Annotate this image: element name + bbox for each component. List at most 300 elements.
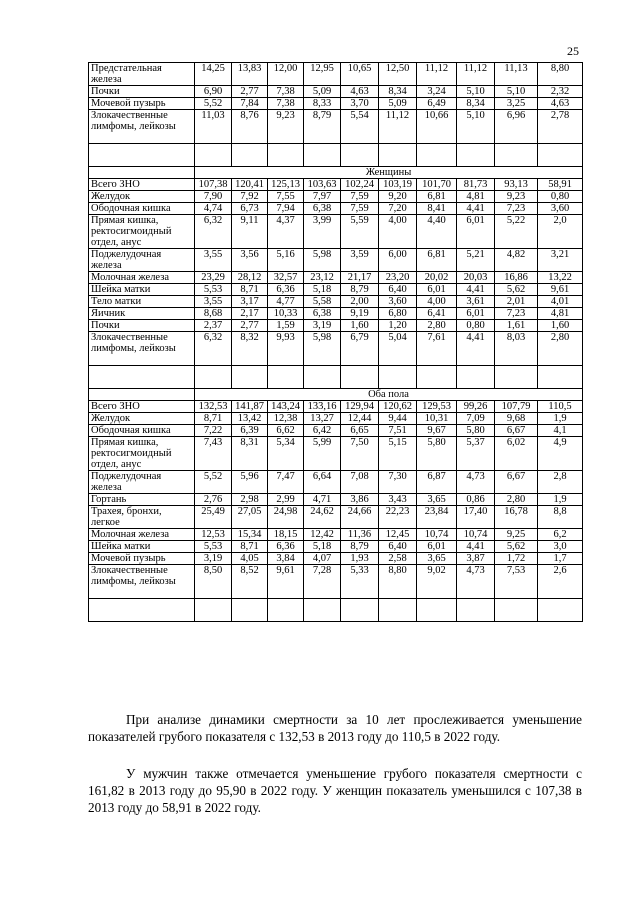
- table-cell: 3,60: [538, 203, 583, 215]
- table-cell: 3,65: [417, 553, 457, 565]
- row-label: Молочная железа: [89, 272, 195, 284]
- table-cell: [457, 599, 495, 622]
- table-cell: 143,24: [268, 401, 304, 413]
- table-cell: 2,32: [538, 86, 583, 98]
- row-label: [89, 366, 195, 389]
- table-row: [89, 203, 583, 215]
- table-cell: 4,05: [232, 553, 268, 565]
- table-cell: [457, 366, 495, 389]
- section-header: Женщины: [195, 167, 583, 179]
- table-cell: 4,73: [457, 565, 495, 599]
- table-cell: 6,90: [195, 86, 232, 98]
- table-cell: 6,64: [304, 471, 341, 494]
- table-cell: 13,22: [538, 272, 583, 284]
- table-cell: [457, 144, 495, 167]
- table-cell: 1,59: [268, 320, 304, 332]
- table-cell: 3,70: [341, 98, 379, 110]
- table-cell: [268, 366, 304, 389]
- table-cell: 7,38: [268, 86, 304, 98]
- table-cell: 81,73: [457, 179, 495, 191]
- row-label: Шейка матки: [89, 541, 195, 553]
- table-cell: [304, 366, 341, 389]
- table-cell: [379, 144, 417, 167]
- table-cell: 6,02: [495, 437, 538, 471]
- table-cell: 2,6: [538, 565, 583, 599]
- table-cell: 5,53: [195, 284, 232, 296]
- table-cell: 4,81: [538, 308, 583, 320]
- table-cell: 8,50: [195, 565, 232, 599]
- table-cell: [538, 144, 583, 167]
- table-cell: 23,12: [304, 272, 341, 284]
- table-cell: 3,19: [304, 320, 341, 332]
- table-row: [89, 541, 583, 553]
- table-cell: [268, 144, 304, 167]
- table-cell: 23,84: [417, 506, 457, 529]
- table-cell: 10,74: [417, 529, 457, 541]
- table-row: [89, 320, 583, 332]
- table-cell: 9,68: [495, 413, 538, 425]
- row-label: Предстательная железа: [89, 63, 195, 86]
- table-row: [89, 215, 583, 249]
- table-cell: 5,22: [495, 215, 538, 249]
- row-label: Трахея, бронхи, легкое: [89, 506, 195, 529]
- row-label: Гортань: [89, 494, 195, 506]
- table-cell: 0,80: [457, 320, 495, 332]
- table-cell: 3,56: [232, 249, 268, 272]
- table-cell: 129,94: [341, 401, 379, 413]
- table-row: [89, 98, 583, 110]
- row-label: Почки: [89, 320, 195, 332]
- table-cell: 5,10: [457, 110, 495, 144]
- table-cell: [268, 599, 304, 622]
- table-cell: 99,26: [457, 401, 495, 413]
- table-cell: [495, 144, 538, 167]
- table-row: [89, 471, 583, 494]
- table-cell: 7,08: [341, 471, 379, 494]
- table-cell: 5,54: [341, 110, 379, 144]
- table-cell: 8,71: [195, 413, 232, 425]
- table-cell: 3,65: [417, 494, 457, 506]
- table-cell: 8,79: [341, 284, 379, 296]
- table-cell: 11,13: [495, 63, 538, 86]
- table-cell: 24,66: [341, 506, 379, 529]
- table-cell: 9,23: [495, 191, 538, 203]
- table-cell: 5,18: [304, 284, 341, 296]
- table-cell: 5,10: [495, 86, 538, 98]
- row-label: [89, 144, 195, 167]
- table-cell: 16,86: [495, 272, 538, 284]
- table-cell: [232, 366, 268, 389]
- table-cell: 13,83: [232, 63, 268, 86]
- table-cell: 17,40: [457, 506, 495, 529]
- table-cell: 4,63: [538, 98, 583, 110]
- table-cell: 4,73: [457, 471, 495, 494]
- table-cell: 32,57: [268, 272, 304, 284]
- table-cell: 8,32: [232, 332, 268, 366]
- table-cell: 107,79: [495, 401, 538, 413]
- table-cell: 7,59: [341, 203, 379, 215]
- table-cell: 6,41: [417, 308, 457, 320]
- table-row: [89, 506, 583, 529]
- table-cell: 8,41: [417, 203, 457, 215]
- table-cell: 2,80: [495, 494, 538, 506]
- table-cell: 4,41: [457, 203, 495, 215]
- row-label: Поджелудочная железа: [89, 249, 195, 272]
- table-cell: 9,61: [268, 565, 304, 599]
- table-cell: 5,52: [195, 471, 232, 494]
- table-cell: 132,53: [195, 401, 232, 413]
- table-cell: 5,33: [341, 565, 379, 599]
- table-cell: 5,53: [195, 541, 232, 553]
- table-cell: 1,9: [538, 494, 583, 506]
- table-cell: 9,61: [538, 284, 583, 296]
- table-cell: 1,20: [379, 320, 417, 332]
- section-header-blank: [89, 167, 195, 179]
- table-cell: [538, 599, 583, 622]
- table-cell: 6,39: [232, 425, 268, 437]
- table-cell: 5,59: [341, 215, 379, 249]
- table-cell: [417, 366, 457, 389]
- table-cell: 2,98: [232, 494, 268, 506]
- table-cell: [495, 366, 538, 389]
- table-cell: 10,66: [417, 110, 457, 144]
- table-cell: 125,13: [268, 179, 304, 191]
- table-cell: [417, 144, 457, 167]
- table-cell: 15,34: [232, 529, 268, 541]
- row-label: Ободочная кишка: [89, 425, 195, 437]
- table-cell: 4,71: [304, 494, 341, 506]
- table-cell: 2,17: [232, 308, 268, 320]
- table-cell: 5,09: [379, 98, 417, 110]
- table-cell: 11,12: [457, 63, 495, 86]
- table-cell: 4,01: [538, 296, 583, 308]
- table-cell: 8,68: [195, 308, 232, 320]
- table-cell: 7,97: [304, 191, 341, 203]
- table-cell: [195, 599, 232, 622]
- table-cell: 6,96: [495, 110, 538, 144]
- table-cell: 21,17: [341, 272, 379, 284]
- table-row: [89, 191, 583, 203]
- table-cell: 12,45: [379, 529, 417, 541]
- table-cell: 4,81: [457, 191, 495, 203]
- table-cell: 12,00: [268, 63, 304, 86]
- table-cell: 141,87: [232, 401, 268, 413]
- table-cell: 4,41: [457, 332, 495, 366]
- table-row: [89, 366, 583, 389]
- table-cell: 2,80: [538, 332, 583, 366]
- table-cell: 8,71: [232, 541, 268, 553]
- table-cell: 28,12: [232, 272, 268, 284]
- table-cell: 4,37: [268, 215, 304, 249]
- table-row: [89, 413, 583, 425]
- table-cell: 6,49: [417, 98, 457, 110]
- analysis-paragraph-2: У мужчин также отмечается уменьшение грубого показателя смертности с 161,82 в 2013 году до 95,90 в 2022 году. У женщин показатель уменьшился с 107,38 в 2013 году до 58,91 в 2022 году.: [88, 766, 582, 815]
- table-cell: 6,38: [304, 308, 341, 320]
- table-cell: 20,03: [457, 272, 495, 284]
- table-cell: 7,90: [195, 191, 232, 203]
- table-cell: 58,91: [538, 179, 583, 191]
- table-cell: 23,20: [379, 272, 417, 284]
- table-row: [89, 401, 583, 413]
- table-cell: 1,7: [538, 553, 583, 565]
- table-row: [89, 565, 583, 599]
- mortality-table: [88, 62, 583, 622]
- table-cell: 6,01: [457, 215, 495, 249]
- table-cell: 6,01: [417, 541, 457, 553]
- table-cell: 5,99: [304, 437, 341, 471]
- table-cell: 5,37: [457, 437, 495, 471]
- table-cell: [379, 366, 417, 389]
- table-cell: 12,38: [268, 413, 304, 425]
- table-cell: 6,73: [232, 203, 268, 215]
- table-cell: 1,60: [341, 320, 379, 332]
- table-cell: 9,19: [341, 308, 379, 320]
- table-cell: 1,72: [495, 553, 538, 565]
- table-cell: 103,19: [379, 179, 417, 191]
- table-cell: 9,20: [379, 191, 417, 203]
- row-label: Тело матки: [89, 296, 195, 308]
- table-cell: 11,03: [195, 110, 232, 144]
- table-cell: 8,34: [379, 86, 417, 98]
- table-cell: 6,01: [417, 284, 457, 296]
- table-cell: [304, 144, 341, 167]
- table-cell: [341, 366, 379, 389]
- table-row: [89, 86, 583, 98]
- table-cell: 5,62: [495, 541, 538, 553]
- table-cell: 25,49: [195, 506, 232, 529]
- table-cell: 6,40: [379, 284, 417, 296]
- table-cell: 5,16: [268, 249, 304, 272]
- table-cell: 101,70: [417, 179, 457, 191]
- row-label: Мочевой пузырь: [89, 98, 195, 110]
- table-row: [89, 425, 583, 437]
- row-label: Желудок: [89, 413, 195, 425]
- table-cell: 2,76: [195, 494, 232, 506]
- row-label: Прямая кишка, ректосигмоидный отдел, анус: [89, 215, 195, 249]
- table-cell: [232, 144, 268, 167]
- table-cell: 1,9: [538, 413, 583, 425]
- table-cell: 10,74: [457, 529, 495, 541]
- table-cell: 2,78: [538, 110, 583, 144]
- table-cell: 103,63: [304, 179, 341, 191]
- table-cell: 9,02: [417, 565, 457, 599]
- table-cell: 7,20: [379, 203, 417, 215]
- table-cell: 8,31: [232, 437, 268, 471]
- table-cell: 5,34: [268, 437, 304, 471]
- table-cell: 1,93: [341, 553, 379, 565]
- table-cell: 9,44: [379, 413, 417, 425]
- table-cell: 6,80: [379, 308, 417, 320]
- analysis-paragraph-1: При анализе динамики смертности за 10 лет прослеживается уменьшение показателей грубого показателя с 132,53 в 2013 году до 110,5 в 2022 году.: [88, 712, 582, 744]
- table-row: [89, 179, 583, 191]
- table-cell: 27,05: [232, 506, 268, 529]
- row-label: Мочевой пузырь: [89, 553, 195, 565]
- table-cell: [341, 144, 379, 167]
- table-cell: 6,32: [195, 332, 232, 366]
- table-cell: [304, 599, 341, 622]
- table-cell: 7,51: [379, 425, 417, 437]
- row-label: Злокачественные лимфомы, лейкозы: [89, 110, 195, 144]
- table-cell: 4,41: [457, 541, 495, 553]
- table-cell: [538, 366, 583, 389]
- table-cell: 6,36: [268, 541, 304, 553]
- table-cell: 5,21: [457, 249, 495, 272]
- table-cell: 9,25: [495, 529, 538, 541]
- table-cell: 13,27: [304, 413, 341, 425]
- row-label: [89, 599, 195, 622]
- table-cell: 18,15: [268, 529, 304, 541]
- table-cell: [341, 599, 379, 622]
- table-row: [89, 110, 583, 144]
- table-cell: 5,58: [304, 296, 341, 308]
- table-cell: 12,42: [304, 529, 341, 541]
- table-row: [89, 332, 583, 366]
- table-row: [89, 494, 583, 506]
- table-cell: 3,99: [304, 215, 341, 249]
- table-cell: 6,79: [341, 332, 379, 366]
- table-cell: 6,62: [268, 425, 304, 437]
- table-cell: 7,61: [417, 332, 457, 366]
- table-cell: 10,31: [417, 413, 457, 425]
- table-cell: 7,28: [304, 565, 341, 599]
- table-cell: 5,98: [304, 332, 341, 366]
- table-cell: 4,77: [268, 296, 304, 308]
- section-header-row: [89, 389, 583, 401]
- table-cell: 8,03: [495, 332, 538, 366]
- table-cell: 7,59: [341, 191, 379, 203]
- table-cell: 5,10: [457, 86, 495, 98]
- table-cell: 3,84: [268, 553, 304, 565]
- table-cell: 5,80: [417, 437, 457, 471]
- table-row: [89, 272, 583, 284]
- table-row: [89, 284, 583, 296]
- table-cell: 5,18: [304, 541, 341, 553]
- table-cell: 4,07: [304, 553, 341, 565]
- table-cell: 93,13: [495, 179, 538, 191]
- table-cell: 6,01: [457, 308, 495, 320]
- table-cell: 3,61: [457, 296, 495, 308]
- table-cell: 7,38: [268, 98, 304, 110]
- table-cell: 8,71: [232, 284, 268, 296]
- table-cell: 120,62: [379, 401, 417, 413]
- table-cell: 16,78: [495, 506, 538, 529]
- table-cell: 2,77: [232, 320, 268, 332]
- table-cell: 8,33: [304, 98, 341, 110]
- table-row: [89, 296, 583, 308]
- row-label: Почки: [89, 86, 195, 98]
- table-cell: 7,84: [232, 98, 268, 110]
- table-cell: 2,01: [495, 296, 538, 308]
- table-cell: 11,12: [417, 63, 457, 86]
- table-cell: 9,67: [417, 425, 457, 437]
- table-row: [89, 553, 583, 565]
- table-cell: 7,43: [195, 437, 232, 471]
- table-cell: 8,80: [379, 565, 417, 599]
- table-cell: 7,92: [232, 191, 268, 203]
- table-cell: 1,60: [538, 320, 583, 332]
- table-cell: 3,86: [341, 494, 379, 506]
- table-cell: 107,38: [195, 179, 232, 191]
- table-cell: 0,86: [457, 494, 495, 506]
- row-label: Всего ЗНО: [89, 179, 195, 191]
- table-cell: 24,98: [268, 506, 304, 529]
- table-cell: 7,53: [495, 565, 538, 599]
- page-number: 25: [567, 44, 579, 58]
- table-cell: 22,23: [379, 506, 417, 529]
- table-cell: 8,79: [341, 541, 379, 553]
- table-cell: 3,60: [379, 296, 417, 308]
- table-row: [89, 144, 583, 167]
- table-cell: 3,19: [195, 553, 232, 565]
- table-cell: 5,80: [457, 425, 495, 437]
- table-cell: 110,5: [538, 401, 583, 413]
- table-cell: 4,63: [341, 86, 379, 98]
- row-label: Поджелудочная железа: [89, 471, 195, 494]
- table-cell: 8,76: [232, 110, 268, 144]
- row-label: Ободочная кишка: [89, 203, 195, 215]
- table-cell: 2,99: [268, 494, 304, 506]
- table-cell: 3,17: [232, 296, 268, 308]
- table-cell: 12,50: [379, 63, 417, 86]
- table-cell: 9,93: [268, 332, 304, 366]
- table-cell: 6,81: [417, 249, 457, 272]
- table-cell: 4,82: [495, 249, 538, 272]
- table-cell: 7,94: [268, 203, 304, 215]
- table-cell: 4,40: [417, 215, 457, 249]
- table-row: [89, 308, 583, 320]
- table-cell: 14,25: [195, 63, 232, 86]
- table-cell: 6,32: [195, 215, 232, 249]
- table-cell: 3,0: [538, 541, 583, 553]
- table-cell: 2,37: [195, 320, 232, 332]
- table-cell: 2,77: [232, 86, 268, 98]
- row-label: Всего ЗНО: [89, 401, 195, 413]
- table-cell: 7,50: [341, 437, 379, 471]
- table-cell: 3,21: [538, 249, 583, 272]
- section-header: Оба пола: [195, 389, 583, 401]
- row-label: Молочная железа: [89, 529, 195, 541]
- table-cell: 11,12: [379, 110, 417, 144]
- table-cell: 3,25: [495, 98, 538, 110]
- table-cell: 120,41: [232, 179, 268, 191]
- table-cell: 8,8: [538, 506, 583, 529]
- table-cell: 13,42: [232, 413, 268, 425]
- table-cell: 8,79: [304, 110, 341, 144]
- table-row: [89, 529, 583, 541]
- table-cell: 23,29: [195, 272, 232, 284]
- table-cell: 2,58: [379, 553, 417, 565]
- table-cell: [232, 599, 268, 622]
- table-cell: 7,55: [268, 191, 304, 203]
- table-cell: 7,22: [195, 425, 232, 437]
- table-cell: 2,0: [538, 215, 583, 249]
- table-cell: 4,74: [195, 203, 232, 215]
- table-cell: 4,1: [538, 425, 583, 437]
- table-cell: 102,24: [341, 179, 379, 191]
- table-cell: 3,87: [457, 553, 495, 565]
- table-cell: 8,34: [457, 98, 495, 110]
- section-header-blank: [89, 389, 195, 401]
- row-label: Шейка матки: [89, 284, 195, 296]
- table-cell: [195, 144, 232, 167]
- row-label: Злокачественные лимфомы, лейкозы: [89, 565, 195, 599]
- table-cell: 129,53: [417, 401, 457, 413]
- table-cell: 6,67: [495, 425, 538, 437]
- row-label: Желудок: [89, 191, 195, 203]
- table-cell: 5,62: [495, 284, 538, 296]
- table-cell: 10,33: [268, 308, 304, 320]
- table-cell: [495, 599, 538, 622]
